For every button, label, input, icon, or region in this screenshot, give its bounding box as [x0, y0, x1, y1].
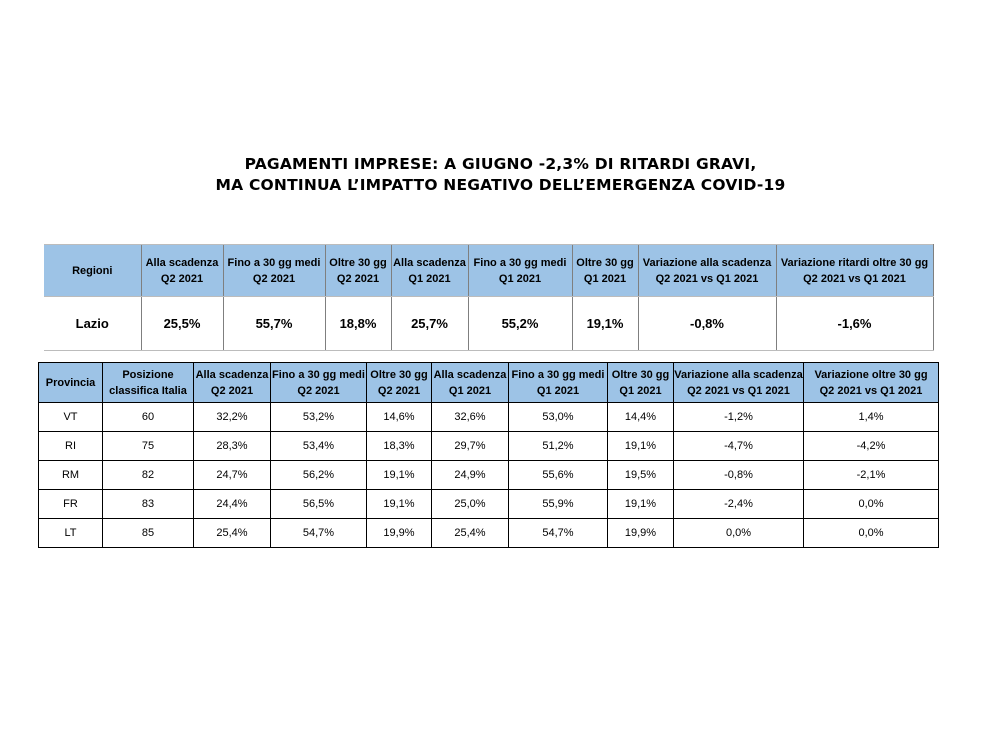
province-row [39, 432, 939, 461]
table-cell: 24,7% [194, 461, 271, 490]
table-cell: RM [39, 461, 103, 490]
table-cell: 54,7% [509, 519, 608, 548]
table-cell: RI [39, 432, 103, 461]
column-header-line: Posizione [122, 368, 174, 381]
column-header [194, 363, 271, 403]
column-header [44, 245, 141, 297]
title-line-1: PAGAMENTI IMPRESE: A GIUGNO -2,3% DI RITARDI GRAVI, [244, 155, 757, 173]
table-cell: 53,4% [271, 432, 367, 461]
column-header-line: Q2 2021 [377, 384, 421, 397]
table-cell: 56,2% [271, 461, 367, 490]
column-header-line: Variazione alla scadenza [642, 256, 772, 269]
table-cell: FR [39, 490, 103, 519]
column-header-line: Alla scadenza [393, 256, 466, 269]
table-cell: 55,9% [509, 490, 608, 519]
table-cell: -1,2% [674, 403, 804, 432]
table-cell: -2,4% [674, 490, 804, 519]
table-cell: -4,2% [804, 432, 939, 461]
table-cell: 29,7% [432, 432, 509, 461]
column-header-line: Alla scadenza [433, 368, 507, 381]
region-row [44, 297, 933, 351]
table-cell: 18,8% [325, 297, 391, 351]
table-cell: 55,7% [223, 297, 325, 351]
table-cell: 19,9% [608, 519, 674, 548]
column-header [141, 245, 223, 297]
column-header-line: Alla scadenza [195, 368, 269, 381]
region-header-row [44, 245, 933, 297]
table-cell: VT [39, 403, 103, 432]
column-header-line: Q2 2021 vs Q1 2021 [687, 384, 790, 397]
table-cell: 82 [103, 461, 194, 490]
table-cell: 24,9% [432, 461, 509, 490]
table-cell: 53,2% [271, 403, 367, 432]
column-header-line: Oltre 30 gg [370, 368, 428, 381]
column-header [271, 363, 367, 403]
column-header [223, 245, 325, 297]
column-header-line: Oltre 30 gg [611, 368, 670, 381]
column-header [776, 245, 933, 297]
table-cell: 25,4% [194, 519, 271, 548]
column-header [572, 245, 638, 297]
column-header-line: Fino a 30 gg medi [272, 368, 365, 381]
column-header [804, 363, 939, 403]
column-header-line: Regioni [72, 264, 113, 277]
table-cell: 25,4% [432, 519, 509, 548]
table-cell: 54,7% [271, 519, 367, 548]
table-cell: -4,7% [674, 432, 804, 461]
table-cell: 60 [103, 403, 194, 432]
column-header-line: Q2 2021 [210, 384, 254, 397]
column-header [432, 363, 509, 403]
table-cell: 28,3% [194, 432, 271, 461]
page-title [0, 154, 1001, 196]
table-cell: 19,1% [608, 432, 674, 461]
province-row [39, 461, 939, 490]
table-cell: -1,6% [776, 297, 933, 351]
table-cell: 18,3% [367, 432, 432, 461]
region-table [44, 244, 934, 351]
table-cell: -0,8% [674, 461, 804, 490]
column-header-line: Fino a 30 gg medi [511, 368, 605, 381]
table-cell: 19,1% [608, 490, 674, 519]
table-cell: 83 [103, 490, 194, 519]
column-header-line: Q1 2021 [583, 272, 627, 285]
table-cell: 19,9% [367, 519, 432, 548]
table-cell: 55,6% [509, 461, 608, 490]
table-cell: 85 [103, 519, 194, 548]
column-header [39, 363, 103, 403]
column-header-line: Fino a 30 gg medi [227, 256, 321, 269]
column-header [103, 363, 194, 403]
column-header-line: Q1 2021 [619, 384, 662, 397]
column-header-line: Q1 2021 [536, 384, 580, 397]
column-header [391, 245, 468, 297]
table-cell: 14,6% [367, 403, 432, 432]
column-header-line: Variazione alla scadenza [674, 368, 803, 381]
column-header-line: Oltre 30 gg [329, 256, 387, 269]
table-cell: 19,1% [367, 461, 432, 490]
column-header-line: Fino a 30 gg medi [473, 256, 567, 269]
table-cell: -2,1% [804, 461, 939, 490]
table-cell: 53,0% [509, 403, 608, 432]
column-header [674, 363, 804, 403]
table-cell: -0,8% [638, 297, 776, 351]
table-cell: LT [39, 519, 103, 548]
column-header-line: Q2 2021 [160, 272, 204, 285]
column-header [608, 363, 674, 403]
table-cell: Lazio [44, 297, 141, 351]
column-header-line: Q2 2021 [252, 272, 296, 285]
table-cell: 19,5% [608, 461, 674, 490]
column-header-line: classifica Italia [109, 384, 187, 397]
province-header-row [39, 363, 939, 403]
column-header [468, 245, 572, 297]
table-cell: 1,4% [804, 403, 939, 432]
province-row [39, 519, 939, 548]
region-body [44, 297, 933, 351]
table-cell: 19,1% [572, 297, 638, 351]
table-cell: 0,0% [804, 490, 939, 519]
table-cell: 14,4% [608, 403, 674, 432]
column-header-line: Q2 2021 vs Q1 2021 [655, 272, 759, 285]
column-header-line: Q2 2021 vs Q1 2021 [803, 272, 906, 285]
table-cell: 32,2% [194, 403, 271, 432]
column-header-line: Q1 2021 [408, 272, 451, 285]
column-header-line: Variazione ritardi oltre 30 gg [780, 256, 929, 269]
column-header [638, 245, 776, 297]
table-cell: 25,0% [432, 490, 509, 519]
table-cell: 25,5% [141, 297, 223, 351]
column-header-line: Oltre 30 gg [576, 256, 634, 269]
province-table [38, 362, 939, 548]
table-cell: 19,1% [367, 490, 432, 519]
column-header [325, 245, 391, 297]
table-cell: 0,0% [674, 519, 804, 548]
column-header-line: Q2 2021 [297, 384, 340, 397]
title-line-2: MA CONTINUA L’IMPATTO NEGATIVO DELL’EMERGENZA COVID-19 [215, 176, 786, 194]
province-row [39, 403, 939, 432]
table-cell: 24,4% [194, 490, 271, 519]
column-header-line: Q2 2021 [336, 272, 380, 285]
column-header-line: Provincia [45, 376, 96, 389]
table-cell: 56,5% [271, 490, 367, 519]
column-header-line: Variazione oltre 30 gg [814, 368, 928, 381]
table-cell: 75 [103, 432, 194, 461]
column-header-line: Q1 2021 [448, 384, 492, 397]
column-header-line: Q2 2021 vs Q1 2021 [819, 384, 923, 397]
table-cell: 25,7% [391, 297, 468, 351]
column-header [367, 363, 432, 403]
table-cell: 55,2% [468, 297, 572, 351]
column-header [509, 363, 608, 403]
column-header-line: Alla scadenza [145, 256, 219, 269]
province-row [39, 490, 939, 519]
table-cell: 0,0% [804, 519, 939, 548]
column-header-line: Q1 2021 [498, 272, 542, 285]
province-body [39, 403, 939, 548]
table-cell: 51,2% [509, 432, 608, 461]
table-cell: 32,6% [432, 403, 509, 432]
